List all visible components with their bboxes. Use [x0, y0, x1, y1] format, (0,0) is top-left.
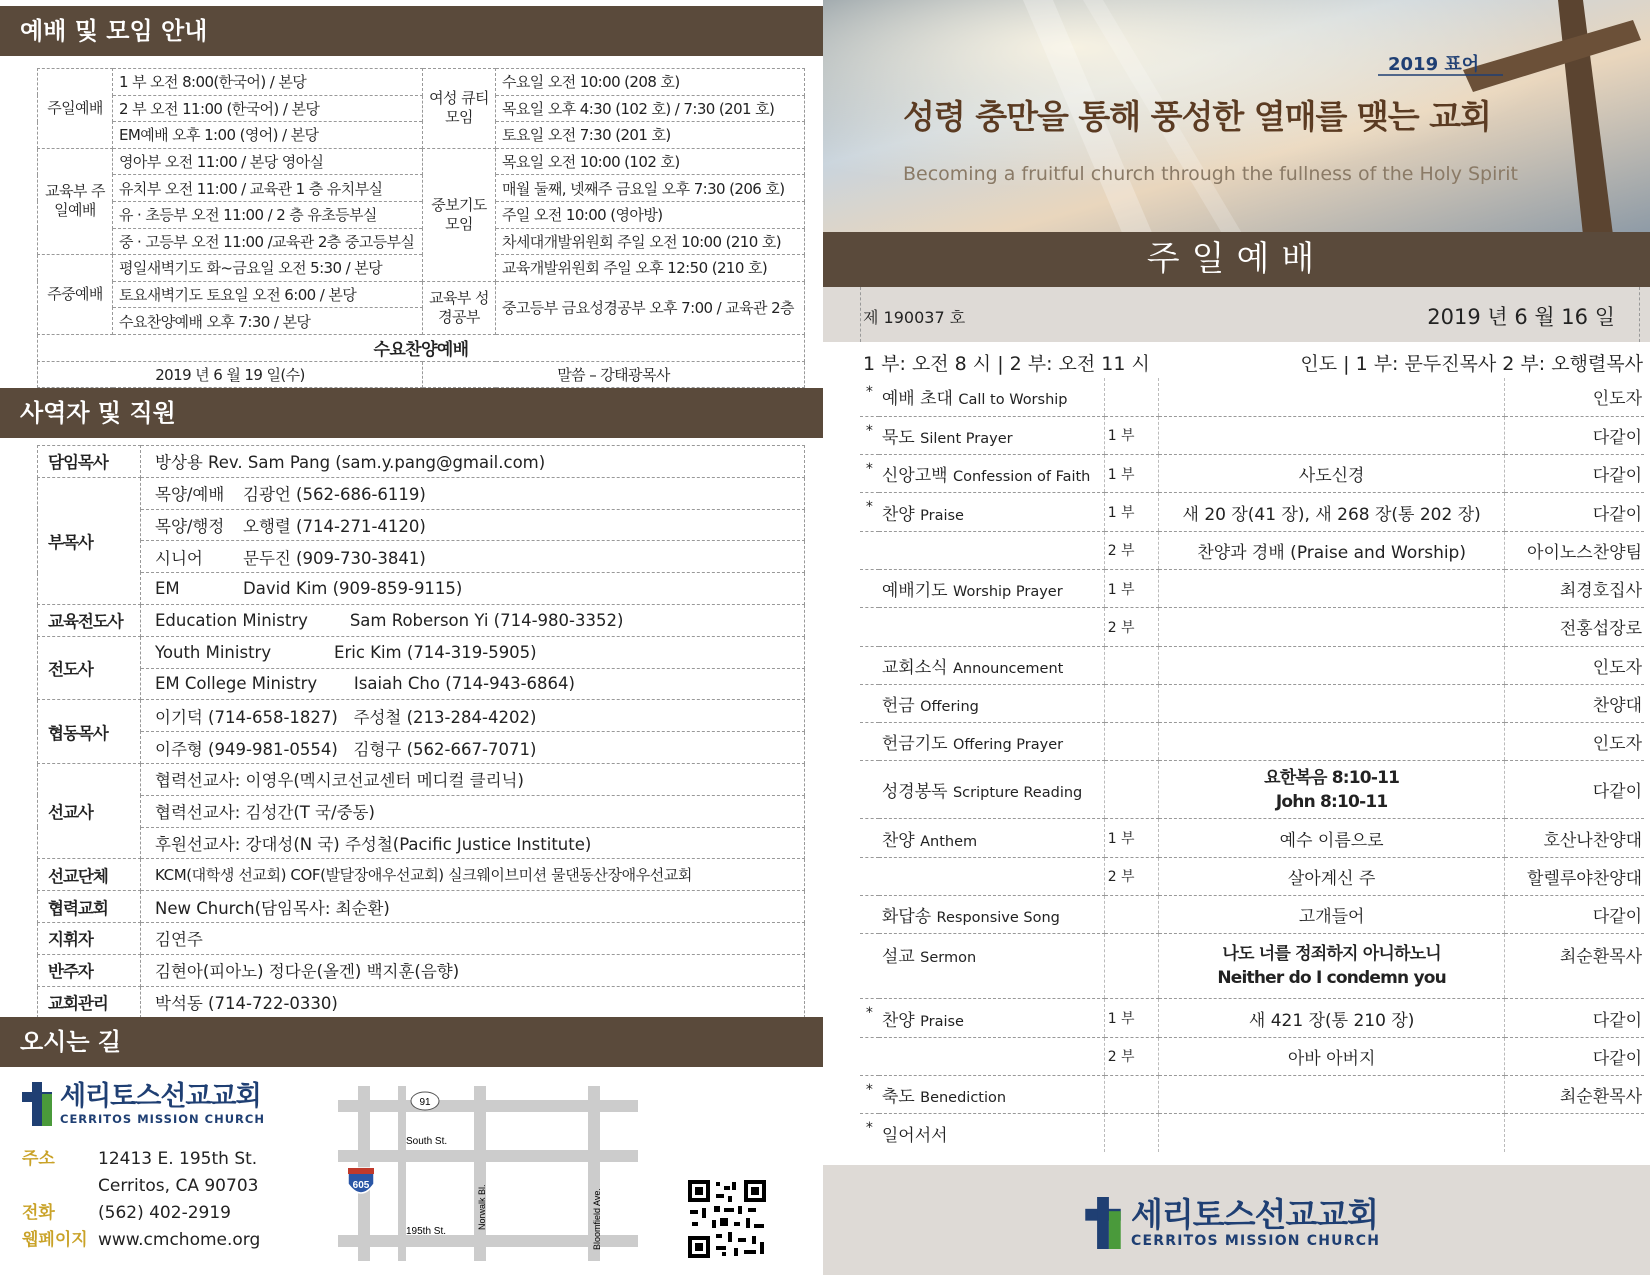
phone-number: (562) 402-2919: [98, 1203, 231, 1223]
star: [860, 608, 879, 646]
order-row: [860, 684, 1644, 722]
order-row-praise2-1: * 찬양 Praise 1 부 새 421 장(통 210 장) 다같이: [860, 999, 1644, 1037]
star: [860, 646, 879, 684]
order-part: 1 부: [1104, 416, 1159, 454]
staff-value: 목양/행정 오행렬 (714-271-4120): [141, 509, 805, 541]
order-item-ko: 설교: [881, 947, 915, 968]
order-who: 호산나찬양대: [1505, 819, 1644, 857]
order-row: [860, 416, 1644, 454]
order-row: [860, 378, 1644, 416]
order-who: 다같이: [1505, 896, 1644, 934]
order-part: 1 부: [1104, 455, 1159, 493]
schedule-cell: 1 부 오전 8:00(한국어) / 본당: [113, 69, 423, 96]
staff-label: 협력교회: [38, 891, 141, 923]
sermon-title-en: Neither do I condemn you: [1217, 968, 1446, 989]
order-item-ko: 찬양: [881, 830, 915, 851]
right-panel: [823, 0, 1650, 1275]
staff-label: 담임목사: [38, 446, 141, 478]
order-item-ko: 예배 초대: [881, 389, 953, 410]
schedule-cell: 매월 둘째, 넷째주 금요일 오후 7:30 (206 호): [496, 175, 805, 202]
order-content: [1159, 378, 1505, 416]
schedule-cell: 토요일 오전 7:30 (201 호): [496, 122, 805, 149]
order-item: [879, 684, 1104, 722]
order-item-en: Praise: [920, 507, 964, 524]
order-content: [1159, 608, 1505, 646]
star: [860, 723, 879, 761]
order-of-worship: [860, 378, 1644, 1152]
staff-value: Youth Ministry Eric Kim (714-319-5905): [141, 636, 805, 668]
order-item: [879, 416, 1104, 454]
staff-value: 이주형 (949-981-0554) 김형구 (562-667-7071): [141, 732, 805, 764]
order-part: [1104, 646, 1159, 684]
order-content: 찬양과 경배 (Praise and Worship): [1159, 531, 1505, 569]
order-item-en: Announcement: [952, 660, 1064, 677]
schedule-cell: 영아부 오전 11:00 / 본당 영아실: [113, 148, 423, 175]
issue-number: 제 190037 호: [863, 308, 966, 327]
page-title: 주일예배: [823, 232, 1650, 287]
web-label: 웹페이지: [22, 1230, 88, 1250]
norwalk-label: Norwalk Bl.: [477, 1184, 487, 1230]
order-item-ko: 신앙고백: [881, 466, 948, 487]
order-content: 아바 아버지: [1159, 1037, 1505, 1075]
order-part: [1104, 684, 1159, 722]
scripture-ref-en: John 8:10-11: [1275, 791, 1388, 812]
order-row-responsive: [860, 896, 1644, 934]
logo-text-korean: 세리토스선교교회: [1131, 1195, 1379, 1234]
order-item-en: Silent Prayer: [920, 430, 1013, 447]
order-item: [879, 378, 1104, 416]
order-row: [860, 723, 1644, 761]
order-part: 1 부: [1104, 569, 1159, 607]
order-content: 고개들어: [1159, 896, 1505, 934]
staff-value: 방상용 Rev. Sam Pang (sam.y.pang@gmail.com): [141, 446, 805, 478]
staff-table: [37, 445, 805, 1018]
order-content: 새 421 장(통 210 장): [1159, 999, 1505, 1037]
cross-logo-icon: [1085, 1197, 1121, 1249]
order-part: 2 부: [1104, 857, 1159, 895]
order-item-en: Anthem: [920, 833, 978, 850]
order-who: 인도자: [1505, 723, 1644, 761]
195th-st-label: 195th St.: [406, 1226, 447, 1237]
order-item-ko: 화답송: [881, 907, 932, 928]
order-who: 다같이: [1505, 493, 1644, 531]
order-item-en: Responsive Song: [936, 910, 1060, 927]
schedule-cell: 목요일 오전 10:00 (102 호): [496, 148, 805, 175]
order-part: [1104, 378, 1159, 416]
address-line-2: Cerritos, CA 90703: [98, 1176, 259, 1196]
address-line-1: 12413 E. 195th St.: [98, 1149, 258, 1169]
order-row-benediction: * 축도 Benediction 최순환목사: [860, 1075, 1644, 1113]
worship-schedule-table: [37, 68, 805, 388]
section-header-staff: 사역자 및 직원: [0, 388, 823, 438]
staff-value: Education Ministry Sam Roberson Yi (714-980-3352): [141, 604, 805, 636]
footer-church-logo: [1085, 1197, 1380, 1249]
staff-value: 협력선교사: 김성간(T 국/중동): [141, 795, 805, 827]
logo-text-english: CERRITOS MISSION CHURCH: [60, 1112, 265, 1126]
schedule-cell: 주일 오전 10:00 (영아방): [496, 201, 805, 228]
order-item: [879, 608, 1104, 646]
order-who: 다같이: [1505, 761, 1644, 819]
order-part: 1 부: [1104, 999, 1159, 1037]
order-content: [1159, 723, 1505, 761]
schedule-cell: EM예배 오후 1:00 (영어) / 본당: [113, 122, 423, 149]
schedule-cell: 평일새벽기도 화~금요일 오전 5:30 / 본당: [113, 255, 423, 282]
order-who: 최순환목사: [1505, 934, 1644, 999]
schedule-cell: 중 · 고등부 오전 11:00 /교육관 2층 중고등부실: [113, 228, 423, 255]
order-item: [879, 646, 1104, 684]
order-who: 최순환목사: [1505, 1075, 1644, 1113]
motto-english: Becoming a fruitful church through the fullness of the Holy Spirit: [903, 163, 1518, 185]
web-address[interactable]: www.cmchome.org: [98, 1230, 261, 1250]
schedule-cell: 토요새벽기도 토요일 오전 6:00 / 본당: [113, 281, 423, 308]
service-leaders-text: 인도 | 1 부: 문두진목사 2 부: 오행렬목사: [1300, 353, 1643, 375]
schedule-cell: 유 · 초등부 오전 11:00 / 2 층 유초등부실: [113, 201, 423, 228]
cross-logo-icon: [22, 1082, 52, 1126]
staff-value: 목양/예배 김광언 (562-686-6119): [141, 477, 805, 509]
staff-label: 반주자: [38, 954, 141, 986]
order-row: [860, 608, 1644, 646]
order-who: 다같이: [1505, 999, 1644, 1037]
stand-note: 일어서서: [881, 1125, 948, 1146]
schedule-cell: 수요일 오전 10:00 (208 호): [496, 69, 805, 96]
order-part: 2 부: [1104, 531, 1159, 569]
issue-bar: [823, 287, 1650, 342]
address-label: 주소: [22, 1149, 55, 1169]
staff-value: KCM(대학생 선교회) COF(발달장애우선교회) 실크웨이브미션 물댄동산장애우선교회: [141, 859, 805, 891]
order-item: [879, 569, 1104, 607]
year-motto-label: 2019 표어: [1388, 54, 1480, 75]
cat-intercession: 중보기도 모임: [423, 148, 496, 281]
order-item: [879, 531, 1104, 569]
hwy-605-label: 605: [352, 1180, 370, 1191]
order-item-ko: 성경봉독: [881, 782, 948, 803]
order-who: 최경호집사: [1505, 569, 1644, 607]
directions-map: [338, 1080, 638, 1265]
service-times-text: 1 부: 오전 8 시 | 2 부: 오전 11 시: [863, 353, 1150, 375]
order-item-en: Scripture Reading: [952, 785, 1083, 802]
order-content: 예수 이름으로: [1159, 819, 1505, 857]
order-part: 1 부: [1104, 819, 1159, 857]
cat-sunday: 주일예배: [38, 69, 113, 149]
logo-text-english: CERRITOS MISSION CHURCH: [1131, 1233, 1381, 1249]
star: *: [860, 455, 879, 493]
section-header-worship-schedule: 예배 및 모임 안내: [0, 6, 823, 56]
order-part: [1104, 723, 1159, 761]
order-item-en: Worship Prayer: [952, 584, 1063, 601]
schedule-cell: 수요찬양예배 오후 7:30 / 본당: [113, 308, 423, 335]
order-part: 1 부: [1104, 493, 1159, 531]
star: [860, 531, 879, 569]
staff-label: 부목사: [38, 477, 141, 604]
order-row-anthem-2: [860, 857, 1644, 895]
staff-label: 지휘자: [38, 922, 141, 954]
wednesday-date: 2019 년 6 월 19 일(수): [38, 361, 423, 388]
staff-value: 협력선교사: 이영우(멕시코선교센터 메디컬 클리닉): [141, 763, 805, 795]
logo-text-korean: 세리토스선교교회: [60, 1081, 261, 1112]
star: *: [860, 378, 879, 416]
star: *: [860, 416, 879, 454]
order-item-en: Sermon: [920, 950, 977, 967]
order-who: 다같이: [1505, 1037, 1644, 1075]
staff-value: 김현아(피아노) 정다운(올겐) 백지훈(음향): [141, 954, 805, 986]
order-item-en: Call to Worship: [958, 392, 1068, 409]
order-who: 할렐루야찬양대: [1505, 857, 1644, 895]
staff-value: 이기덕 (714-658-1827) 주성철 (213-284-4202): [141, 700, 805, 732]
order-content: [1159, 569, 1505, 607]
order-part: 2 부: [1104, 608, 1159, 646]
order-row-sermon: [860, 934, 1644, 999]
order-row-scripture: [860, 761, 1644, 819]
order-item-en: Benediction: [920, 1090, 1007, 1107]
order-part: 2 부: [1104, 1037, 1159, 1075]
order-item: [879, 723, 1104, 761]
order-who: 인도자: [1505, 378, 1644, 416]
order-item-ko: 축도: [881, 1087, 915, 1108]
order-item-ko: 교회소식: [881, 657, 948, 678]
order-item-ko: 찬양: [881, 504, 915, 525]
phone-label: 전화: [22, 1203, 55, 1223]
star: *: [860, 493, 879, 531]
order-item-ko: 헌금기도: [881, 734, 948, 755]
cat-women-qt: 여성 큐티모임: [423, 69, 496, 149]
order-item-ko: 찬양: [881, 1010, 915, 1031]
staff-value: 박석동 (714-722-0330): [141, 986, 805, 1018]
cat-bible-study: 교육부 성경공부: [423, 281, 496, 334]
order-item-en: Offering: [920, 699, 979, 716]
order-item: [879, 455, 1104, 493]
order-row: [860, 569, 1644, 607]
order-row: [860, 455, 1644, 493]
order-content: 살아계신 주: [1159, 857, 1505, 895]
schedule-cell: 교육개발위원회 주일 오후 12:50 (210 호): [496, 255, 805, 282]
star: [860, 569, 879, 607]
order-who: 아이노스찬양팀: [1505, 531, 1644, 569]
order-row-praise2-2: [860, 1037, 1644, 1075]
order-row: [860, 531, 1644, 569]
order-row: [860, 646, 1644, 684]
church-logo: [22, 1082, 265, 1126]
staff-label: 협동목사: [38, 700, 141, 764]
wednesday-title: 수요찬양예배: [38, 334, 805, 361]
banner-image: [823, 0, 1650, 235]
section-header-directions: 오시는 길: [0, 1017, 823, 1067]
hwy-91-label: 91: [419, 1097, 431, 1108]
staff-label: 전도사: [38, 636, 141, 700]
order-who: 다같이: [1505, 455, 1644, 493]
order-item-ko: 묵도: [881, 427, 915, 448]
order-row: [860, 493, 1644, 531]
order-who: 전홍섭장로: [1505, 608, 1644, 646]
qr-code-icon[interactable]: [688, 1180, 766, 1258]
order-content: [1159, 416, 1505, 454]
schedule-cell: 2 부 오전 11:00 (한국어) / 본당: [113, 95, 423, 122]
wednesday-speaker: 말씀 – 강태광목사: [423, 361, 805, 388]
staff-label: 선교단체: [38, 859, 141, 891]
order-who: 찬양대: [1505, 684, 1644, 722]
south-st-label: South St.: [406, 1136, 448, 1147]
schedule-cell: 유치부 오전 11:00 / 교육관 1 층 유치부실: [113, 175, 423, 202]
star: [860, 684, 879, 722]
motto-korean: 성령 충만을 통해 풍성한 열매를 맺는 교회: [903, 97, 1491, 136]
order-item-en: Confession of Faith: [952, 469, 1091, 486]
order-item-ko: 헌금: [881, 696, 915, 717]
schedule-cell: 목요일 오후 4:30 (102 호) / 7:30 (201 호): [496, 95, 805, 122]
order-item-ko: 예배기도: [881, 581, 948, 602]
order-item-en: Praise: [920, 1013, 964, 1030]
order-row-anthem-1: [860, 819, 1644, 857]
staff-value: EM College Ministry Isaiah Cho (714-943-6864): [141, 668, 805, 700]
order-content: [1159, 646, 1505, 684]
schedule-cell: 차세대개발위원회 주일 오전 10:00 (210 호): [496, 228, 805, 255]
staff-value: EM David Kim (909-859-9115): [141, 573, 805, 605]
staff-value: New Church(담임목사: 최순환): [141, 891, 805, 923]
staff-label: 교회관리: [38, 986, 141, 1018]
staff-value: 김연주: [141, 922, 805, 954]
sermon-title-ko: 나도 너를 정죄하지 아니하노니: [1222, 944, 1441, 965]
order-who: 다같이: [1505, 416, 1644, 454]
order-item: [879, 493, 1104, 531]
bloomfield-label: Bloomfield Ave.: [592, 1188, 602, 1250]
staff-value: 후원선교사: 강대성(N 국) 주성철(Pacific Justice Institute): [141, 827, 805, 859]
left-panel: [0, 0, 823, 1275]
staff-value: 시니어 문두진 (909-730-3841): [141, 541, 805, 573]
schedule-cell: 중고등부 금요성경공부 오후 7:00 / 교육관 2층: [496, 281, 805, 334]
order-who: 인도자: [1505, 646, 1644, 684]
order-content: [1159, 684, 1505, 722]
order-item-en: Offering Prayer: [952, 737, 1064, 754]
order-content: 새 20 장(41 장), 새 268 장(통 202 장): [1159, 493, 1505, 531]
address-block: [22, 1146, 260, 1254]
order-row-stand-note: * 일어서서: [860, 1114, 1644, 1152]
staff-label: 선교사: [38, 763, 141, 858]
bulletin-date: 2019 년 6 월 16 일: [1427, 305, 1615, 329]
staff-label: 교육전도사: [38, 604, 141, 636]
footer-right: [823, 1165, 1650, 1275]
cat-weekday: 주중예배: [38, 255, 113, 335]
cat-education: 교육부 주일예배: [38, 148, 113, 254]
scripture-ref-ko: 요한복음 8:10-11: [1264, 767, 1400, 788]
order-content: 사도신경: [1159, 455, 1505, 493]
